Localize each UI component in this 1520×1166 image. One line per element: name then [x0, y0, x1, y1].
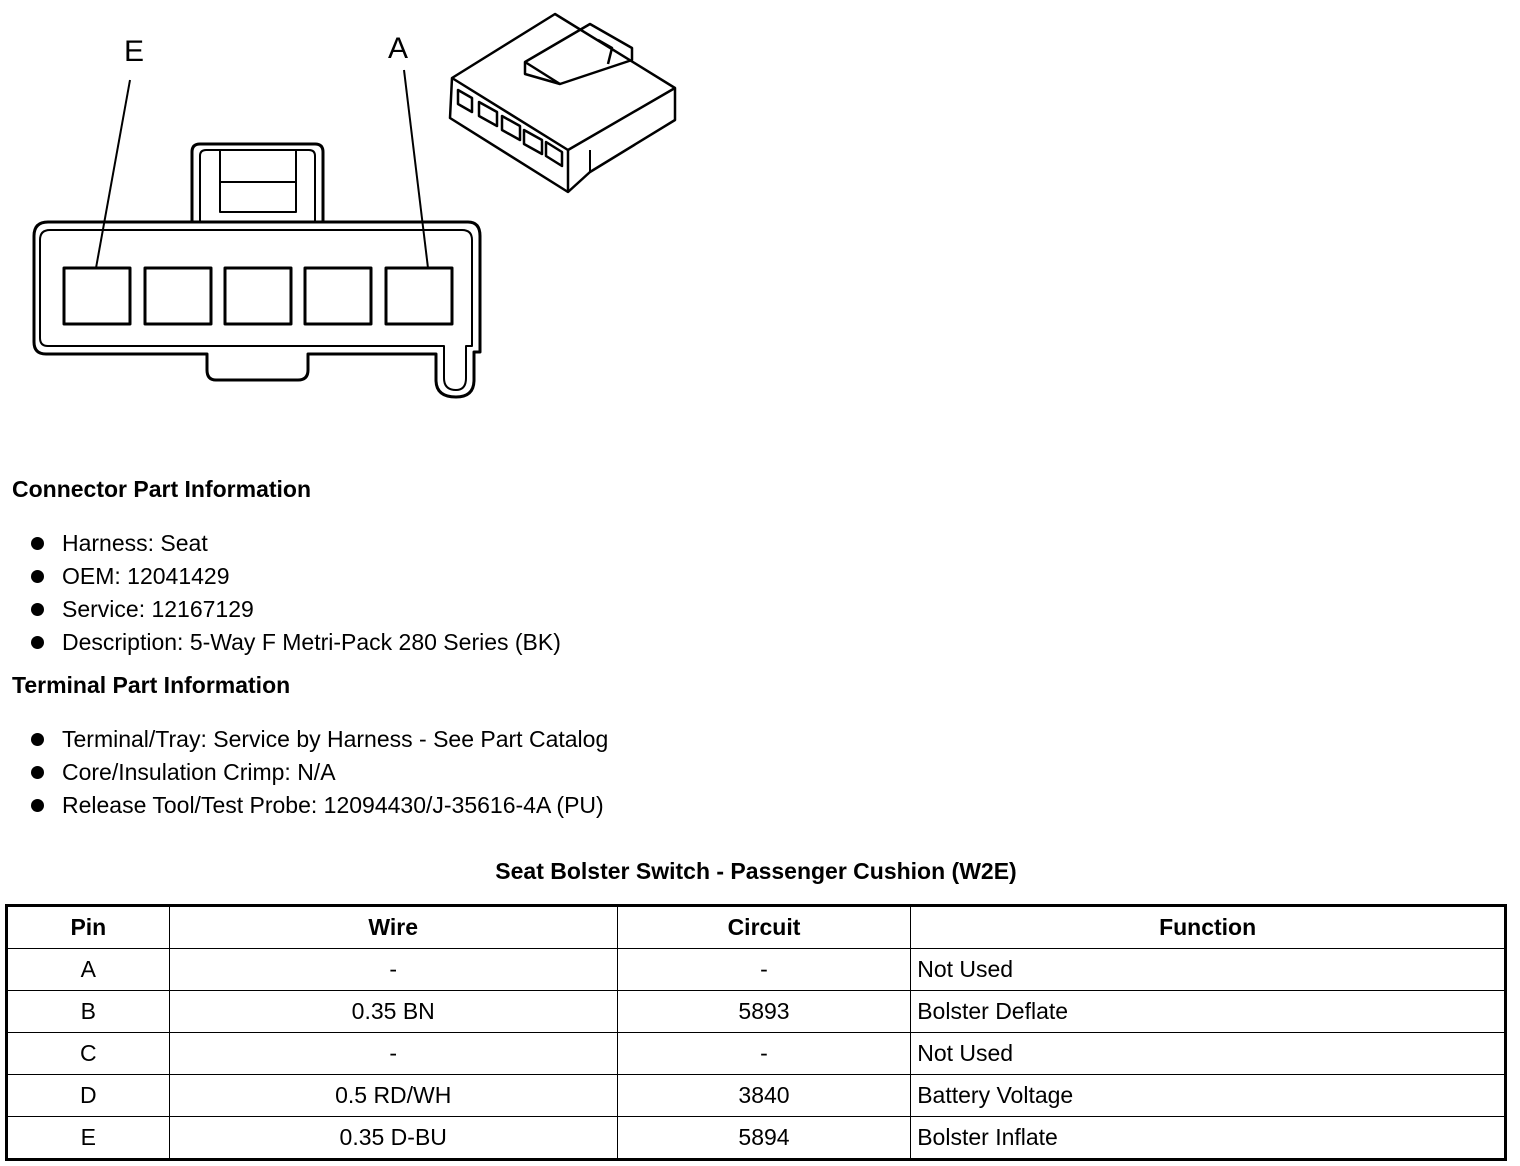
table-row [7, 1033, 1506, 1075]
cell-pin: E [7, 1117, 170, 1160]
leader-line-e [96, 80, 130, 268]
cell-wire: - [169, 949, 617, 991]
cell-function: Not Used [911, 949, 1506, 991]
leader-line-a [404, 70, 428, 268]
connector-diagram [0, 0, 700, 420]
cavity-e [64, 268, 130, 324]
bullet-icon [31, 636, 44, 649]
cell-wire: 0.35 BN [169, 991, 617, 1033]
list-item: Terminal/Tray: Service by Harness - See Part Catalog [28, 723, 608, 756]
table-row [7, 949, 1506, 991]
list-item: Core/Insulation Crimp: N/A [28, 756, 608, 789]
list-item: Description: 5-Way F Metri-Pack 280 Series (BK) [28, 626, 561, 659]
table-header-row [7, 906, 1506, 949]
cell-function: Bolster Deflate [911, 991, 1506, 1033]
bullet-icon [31, 766, 44, 779]
cell-wire: 0.35 D-BU [169, 1117, 617, 1160]
pin-label-a: A [388, 32, 409, 65]
cavity-b [305, 268, 371, 324]
list-item: Harness: Seat [28, 527, 561, 560]
cell-circuit: 5893 [617, 991, 910, 1033]
list-item: Service: 12167129 [28, 593, 561, 626]
cell-wire: - [169, 1033, 617, 1075]
cavity-c [225, 268, 291, 324]
cell-circuit: - [617, 949, 910, 991]
cell-pin: B [7, 991, 170, 1033]
header-wire: Wire [169, 906, 617, 949]
cell-circuit: 5894 [617, 1117, 910, 1160]
header-function: Function [911, 906, 1506, 949]
table-row [7, 1117, 1506, 1160]
cell-function: Bolster Inflate [911, 1117, 1506, 1160]
connector-info-heading: Connector Part Information [12, 476, 312, 502]
cell-pin: A [7, 949, 170, 991]
cell-function: Battery Voltage [911, 1075, 1506, 1117]
table-row [7, 991, 1506, 1033]
cell-pin: C [7, 1033, 170, 1075]
bullet-icon [31, 570, 44, 583]
terminal-info-heading: Terminal Part Information [12, 672, 291, 698]
list-item: OEM: 12041429 [28, 560, 561, 593]
bullet-icon [31, 537, 44, 550]
cell-wire: 0.5 RD/WH [169, 1075, 617, 1117]
bullet-icon [31, 799, 44, 812]
connector-housing [34, 222, 480, 397]
cavity-a [386, 268, 452, 324]
bullet-icon [31, 733, 44, 746]
list-item: Release Tool/Test Probe: 12094430/J-35616-4A (PU) [28, 789, 608, 822]
connector-info-list [28, 527, 561, 659]
header-circuit: Circuit [617, 906, 910, 949]
connector-isometric-view [450, 14, 675, 192]
header-pin: Pin [7, 906, 170, 949]
terminal-info-list [28, 723, 608, 822]
pin-label-e: E [124, 35, 145, 68]
cell-pin: D [7, 1075, 170, 1117]
pin-table [5, 904, 1507, 1161]
table-row [7, 1075, 1506, 1117]
cell-circuit: - [617, 1033, 910, 1075]
cell-function: Not Used [911, 1033, 1506, 1075]
cell-circuit: 3840 [617, 1075, 910, 1117]
bullet-icon [31, 603, 44, 616]
pin-table-title: Seat Bolster Switch - Passenger Cushion (W2E) [495, 858, 1017, 884]
cavity-d [145, 268, 211, 324]
